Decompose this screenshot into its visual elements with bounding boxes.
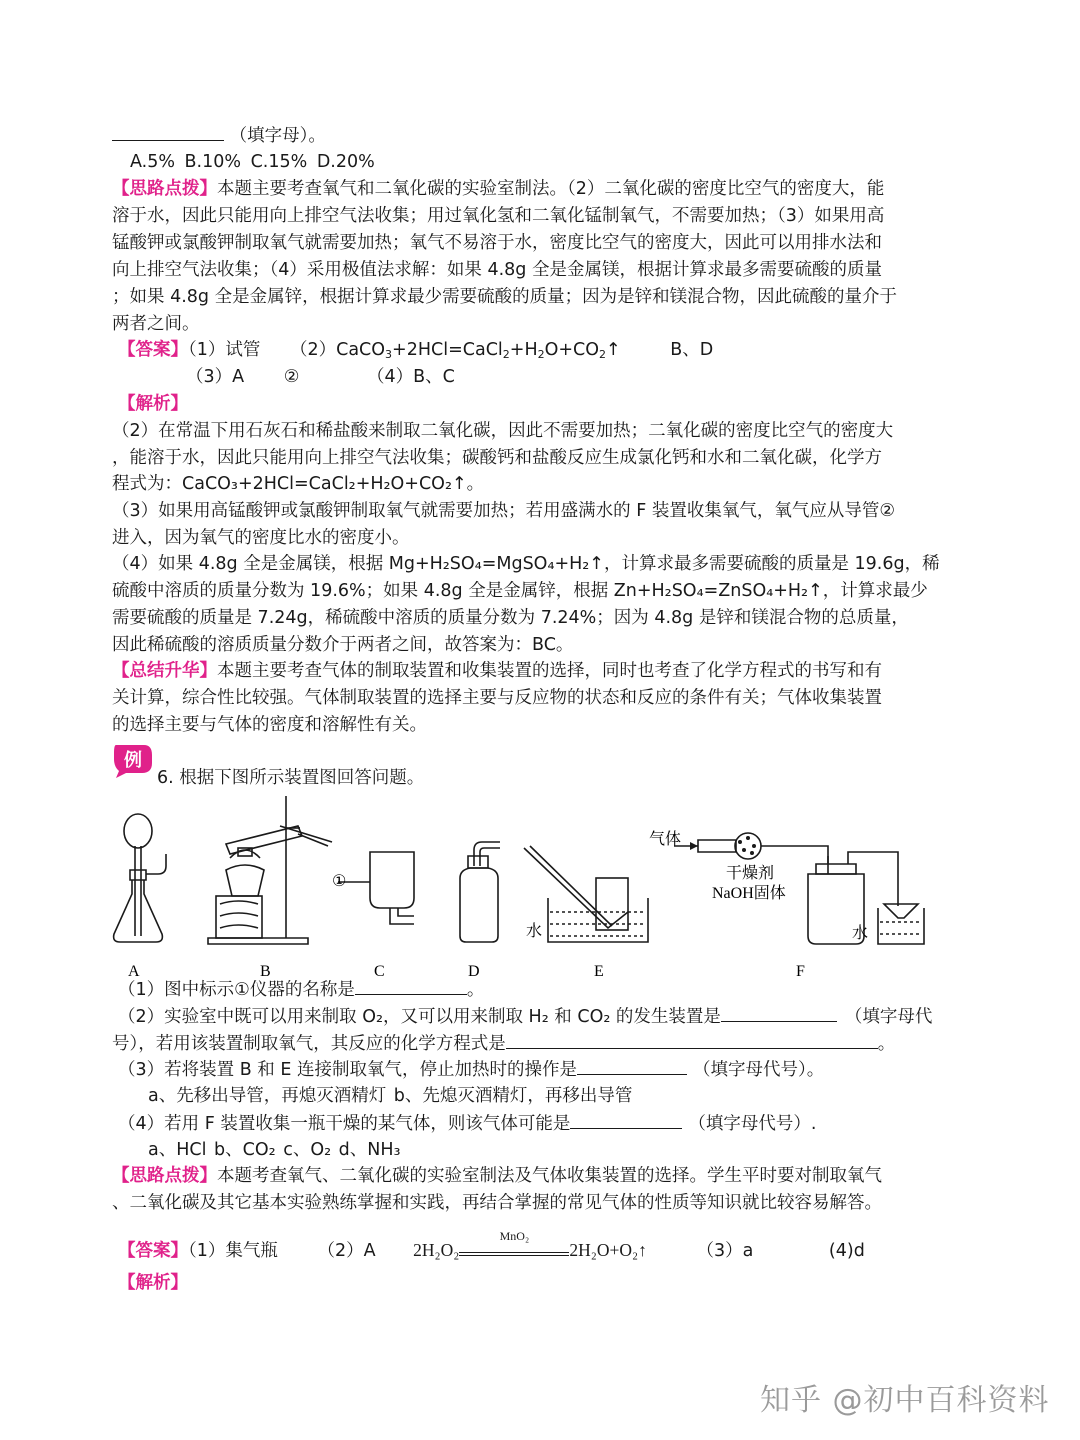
q6-thought-line-1 <box>112 1163 882 1190</box>
q5-analysis-line-2: ，能溶于水，因此只能用向上排空气法收集；碳酸钙和盐酸反应生成氯化钙和水和二氧化碳，化学方 <box>112 448 882 468</box>
apparatus-c-jar <box>338 852 414 924</box>
answer-blank <box>570 1110 682 1129</box>
label-c: C <box>374 963 385 980</box>
label-f: F <box>796 963 805 980</box>
q5-summary-line-3: 的选择主要与气体的密度和溶解性有关。 <box>112 715 427 735</box>
answer-tag: 【答案】 <box>118 340 188 360</box>
q5-fill-line <box>112 122 326 150</box>
answer-part: （1）试管 <box>188 340 261 360</box>
q6-question-3 <box>118 1056 824 1084</box>
naoh-label: NaOH固体 <box>712 885 786 902</box>
answer-part: ② <box>283 367 300 387</box>
answer-part: （3）a <box>696 1241 754 1261</box>
thought-tag: 【思路点拨】 <box>112 1166 217 1186</box>
watermark: 知乎 @初中百科资料 <box>760 1383 1050 1418</box>
question-text: （2）实验室中既可以用来制取 O₂，又可以用来制取 H₂ 和 CO₂ 的发生装置是 <box>118 1007 721 1027</box>
example-badge-icon <box>112 743 154 779</box>
q6-question-1 <box>118 976 484 1004</box>
q5-answer-line-2 <box>186 364 455 391</box>
question-text: （1）图中标示①仪器的名称是 <box>118 980 355 1000</box>
q5-thought-line-4: 向上排空气法收集；（4）采用极值法求解：如果 4.8g 全是金属镁，根据计算求最多需要硫酸的质量 <box>112 260 882 280</box>
answer-blank <box>506 1030 878 1049</box>
q6-answer-line <box>118 1229 865 1265</box>
q5-thought-line-6: 两者之间。 <box>112 314 200 334</box>
equation-right: 2H₂O+O₂↑ <box>569 1240 647 1260</box>
gas-label: 气体 <box>649 831 682 848</box>
answer-part: B、D <box>670 340 714 360</box>
answer-part: （4）B、C <box>366 367 455 387</box>
apparatus-d-bottle <box>460 842 500 942</box>
question-text: 。 <box>466 980 485 1000</box>
q6-question-4 <box>118 1110 816 1138</box>
equation-arrow <box>459 1229 569 1256</box>
q5-analysis-tag: 【解析】 <box>118 394 188 414</box>
q5-analysis-line-5: 进入，因为氧气的密度比水的密度小。 <box>112 528 410 548</box>
marker-1: ① <box>332 873 347 890</box>
q5-analysis-line-8: 需要硫酸的质量是 7.24g，稀硫酸中溶质的质量分数为 7.24%；因为 4.8g 是锌和镁混合物的总质量， <box>112 608 909 628</box>
q5-thought-line-3: 锰酸钾或氯酸钾制取氧气就需要加热；氧气不易溶于水，密度比空气的密度大，因此可以用排水法和 <box>112 233 882 253</box>
q6-title: 6. 根据下图所示装置图回答问题。 <box>157 768 425 788</box>
label-d: D <box>468 963 480 980</box>
answer-blank <box>577 1056 687 1075</box>
q5-options: A.5% B.10% C.15% D.20% <box>130 152 375 172</box>
q5-thought-line-5: ；如果 4.8g 全是金属锌，根据计算求最少需要硫酸的质量；因为是锌和镁混合物，因此硫酸的量介于 <box>112 287 898 307</box>
q6-thought-line-2: 、二氧化碳及其它基本实验熟练掌握和实践，再结合掌握的常见气体的性质等知识就比较容易解答。 <box>112 1193 882 1213</box>
question-text: （填字母代 <box>844 1007 933 1027</box>
answer-blank <box>355 976 467 995</box>
apparatus-e-trough <box>524 846 648 942</box>
summary-tag: 【总结升华】 <box>112 661 217 681</box>
q5-analysis-line-1: （2）在常温下用石灰石和稀盐酸来制取二氧化碳，因此不需要加热；二氧化碳的密度比空气的密度大 <box>112 421 894 441</box>
summary-text: 本题主要考查气体的制取装置和收集装置的选择，同时也考查了化学方程式的书写和有 <box>217 661 882 681</box>
q6-analysis-tag: 【解析】 <box>118 1273 188 1293</box>
q6-question-2 <box>118 1003 932 1031</box>
apparatus-b-heating <box>208 796 332 944</box>
answer-part: （2）A <box>317 1241 376 1261</box>
label-e: E <box>594 963 604 980</box>
q5-summary-line-1 <box>112 658 882 685</box>
q5-thought-line-1 <box>112 176 884 203</box>
label-b: B <box>260 963 271 980</box>
answer-equation: $(2)CaCO_3+2HCl=CaCl_2+H_2O+CO_2↑$ <box>289 340 621 361</box>
answer-part: （3）A <box>186 367 245 387</box>
q5-analysis-line-3: 程式为：CaCO₃+2HCl=CaCl₂+H₂O+CO₂↑。 <box>112 474 485 494</box>
question-text: （4）若用 F 装置收集一瓶干燥的某气体，则该气体可能是 <box>118 1114 571 1134</box>
q5-thought-line-2: 溶于水，因此只能用向上排空气法收集；用过氧化氢和二氧化锰制氧气，不需要加热；（3）如果用高 <box>112 206 885 226</box>
desiccant-label: 干燥剂 <box>726 865 775 882</box>
question-text: （填字母代号）。 <box>692 1060 825 1080</box>
q6-question-2b <box>112 1030 895 1058</box>
label-a: A <box>128 963 140 980</box>
fill-hint: （填字母）。 <box>229 126 326 146</box>
answer-blank <box>721 1003 837 1022</box>
equation-condition: MnO₂ <box>499 1229 530 1243</box>
q5-analysis-line-7: 硫酸中溶质的质量分数为 19.6%；如果 4.8g 全是金属锌，根据 Zn+H₂SO₄=ZnSO₄+H₂↑，计算求最少 <box>112 581 928 601</box>
thought-tag: 【思路点拨】 <box>112 179 217 199</box>
water-label-f: 水 <box>852 925 869 942</box>
thought-text: 本题主要考查氧气和二氧化碳的实验室制法。（2）二氧化碳的密度比空气的密度大，能 <box>217 179 885 199</box>
question-text: （填字母代号）. <box>688 1114 817 1134</box>
thought-text: 本题考查氧气、二氧化碳的实验室制法及气体收集装置的选择。学生平时要对制取氧气 <box>217 1166 882 1186</box>
q5-analysis-line-4: （3）如果用高锰酸钾或氯酸钾制取氧气就需要加热；若用盛满水的 F 装置收集氧气，氧气应从导管② <box>112 501 896 521</box>
q6-question-4-options: a、HCl b、CO₂ c、O₂ d、NH₃ <box>148 1140 401 1160</box>
q5-analysis-line-9: 因此稀硫酸的溶质质量分数介于两者之间，故答案为：BC。 <box>112 635 574 655</box>
answer-part: （1）集气瓶 <box>188 1241 278 1261</box>
equation-left: 2H₂O₂ <box>413 1240 460 1260</box>
answer-blank <box>112 122 224 141</box>
q6-question-3-options: a、先移出导管，再熄灭酒精灯 b、先熄灭酒精灯，再移出导管 <box>148 1086 633 1106</box>
question-text: 。 <box>877 1034 896 1054</box>
apparatus-diagram <box>108 786 988 982</box>
question-text: （3）若将装置 B 和 E 连接制取氧气，停止加热时的操作是 <box>118 1060 577 1080</box>
apparatus-a-flask <box>114 814 166 942</box>
answer-part: (4)d <box>828 1241 865 1261</box>
question-text: 号），若用该装置制取氧气，其反应的化学方程式是 <box>112 1034 506 1054</box>
badge-label: 例 <box>124 750 142 771</box>
answer-tag: 【答案】 <box>118 1241 188 1261</box>
water-label-e: 水 <box>526 923 543 940</box>
q5-summary-line-2: 关计算，综合性比较强。气体制取装置的选择主要与反应物的状态和反应的条件有关；气体收集装置 <box>112 688 882 708</box>
q5-analysis-line-6: （4）如果 4.8g 全是金属镁，根据 Mg+H₂SO₄=MgSO₄+H₂↑，计算求最多需要硫酸的质量是 19.6g，稀 <box>112 554 940 574</box>
